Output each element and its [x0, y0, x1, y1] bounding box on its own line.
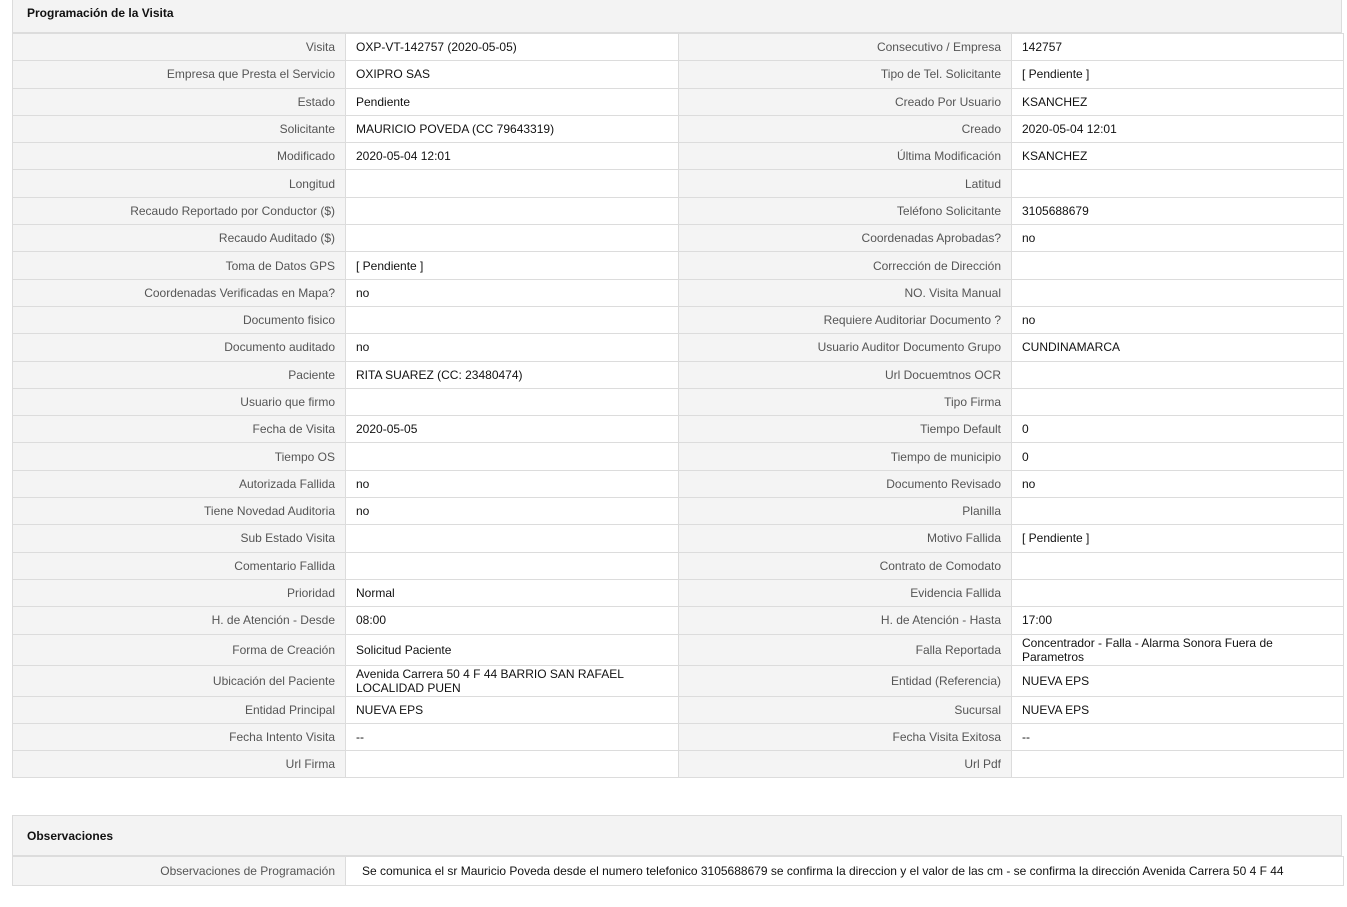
detail-row: [13, 470, 1344, 497]
field-label-left: Usuario que firmo: [13, 388, 346, 415]
detail-row: [13, 723, 1344, 750]
field-value-right: [1012, 279, 1344, 306]
detail-row: [13, 552, 1344, 579]
field-value-left: [346, 552, 679, 579]
detail-row: [13, 525, 1344, 552]
field-value-right: [1012, 361, 1344, 388]
field-label-left: Sub Estado Visita: [13, 525, 346, 552]
field-value-right: [ Pendiente ]: [1012, 525, 1344, 552]
field-label-right: Latitud: [679, 170, 1012, 197]
observations-section-title: Observaciones: [27, 829, 114, 843]
field-label-left: Recaudo Reportado por Conductor ($): [13, 197, 346, 224]
field-value-left: [346, 306, 679, 333]
field-value-right: CUNDINAMARCA: [1012, 334, 1344, 361]
field-value-right: [1012, 751, 1344, 778]
field-label-right: Motivo Fallida: [679, 525, 1012, 552]
field-label-left: H. de Atención - Desde: [13, 607, 346, 634]
field-value-left: Normal: [346, 579, 679, 606]
field-value-left: NUEVA EPS: [346, 696, 679, 723]
field-label-right: Tiempo de municipio: [679, 443, 1012, 470]
field-value-left: [ Pendiente ]: [346, 252, 679, 279]
detail-row: [13, 225, 1344, 252]
detail-row: [13, 579, 1344, 606]
field-value-left: [346, 225, 679, 252]
field-label-left: Solicitante: [13, 115, 346, 142]
detail-row: [13, 197, 1344, 224]
field-label-left: Estado: [13, 88, 346, 115]
field-label-left: Entidad Principal: [13, 696, 346, 723]
field-label-left: Tiempo OS: [13, 443, 346, 470]
observations-label: Observaciones de Programación: [13, 857, 346, 886]
field-label-left: Tiene Novedad Auditoria: [13, 498, 346, 525]
visit-section-title: Programación de la Visita: [27, 6, 174, 20]
field-label-right: Coordenadas Aprobadas?: [679, 225, 1012, 252]
field-value-left: --: [346, 723, 679, 750]
field-label-left: Fecha Intento Visita: [13, 723, 346, 750]
field-value-right: NUEVA EPS: [1012, 665, 1344, 696]
field-value-right: NUEVA EPS: [1012, 696, 1344, 723]
detail-row: [13, 416, 1344, 443]
field-value-right: [1012, 252, 1344, 279]
field-value-right: [1012, 498, 1344, 525]
detail-row: [13, 170, 1344, 197]
field-value-left: 2020-05-04 12:01: [346, 143, 679, 170]
field-label-right: Consecutivo / Empresa: [679, 34, 1012, 61]
field-label-left: Documento auditado: [13, 334, 346, 361]
field-value-right: no: [1012, 225, 1344, 252]
field-value-right: 3105688679: [1012, 197, 1344, 224]
field-value-left: [346, 388, 679, 415]
field-label-right: Tipo Firma: [679, 388, 1012, 415]
field-label-right: Contrato de Comodato: [679, 552, 1012, 579]
field-value-left: [346, 525, 679, 552]
field-value-left: [346, 751, 679, 778]
field-value-right: --: [1012, 723, 1344, 750]
field-label-right: Sucursal: [679, 696, 1012, 723]
field-value-left: RITA SUAREZ (CC: 23480474): [346, 361, 679, 388]
field-label-left: Paciente: [13, 361, 346, 388]
detail-row: [13, 498, 1344, 525]
field-label-left: Toma de Datos GPS: [13, 252, 346, 279]
field-label-right: NO. Visita Manual: [679, 279, 1012, 306]
field-value-right: 17:00: [1012, 607, 1344, 634]
field-value-right: Concentrador - Falla - Alarma Sonora Fuera de Parametros: [1012, 634, 1344, 665]
observations-table: [12, 856, 1344, 886]
field-value-right: [1012, 579, 1344, 606]
field-label-right: Tipo de Tel. Solicitante: [679, 61, 1012, 88]
field-label-left: Modificado: [13, 143, 346, 170]
field-value-left: Solicitud Paciente: [346, 634, 679, 665]
field-label-left: Url Firma: [13, 751, 346, 778]
field-value-left: OXIPRO SAS: [346, 61, 679, 88]
detail-row: [13, 143, 1344, 170]
field-label-right: Usuario Auditor Documento Grupo: [679, 334, 1012, 361]
field-label-right: Planilla: [679, 498, 1012, 525]
field-value-right: [1012, 552, 1344, 579]
field-label-right: Url Pdf: [679, 751, 1012, 778]
detail-row: [13, 61, 1344, 88]
detail-row: [13, 88, 1344, 115]
field-label-left: Forma de Creación: [13, 634, 346, 665]
detail-row: [13, 634, 1344, 665]
field-value-right: no: [1012, 306, 1344, 333]
field-label-right: Última Modificación: [679, 143, 1012, 170]
detail-row: [13, 252, 1344, 279]
field-value-left: OXP-VT-142757 (2020-05-05): [346, 34, 679, 61]
field-value-left: no: [346, 470, 679, 497]
field-label-right: Evidencia Fallida: [679, 579, 1012, 606]
field-value-right: KSANCHEZ: [1012, 88, 1344, 115]
field-label-left: Comentario Fallida: [13, 552, 346, 579]
detail-row: [13, 115, 1344, 142]
field-value-left: [346, 197, 679, 224]
detail-row: [13, 334, 1344, 361]
field-label-right: H. de Atención - Hasta: [679, 607, 1012, 634]
field-value-left: Pendiente: [346, 88, 679, 115]
field-value-right: 142757: [1012, 34, 1344, 61]
field-value-right: 0: [1012, 416, 1344, 443]
detail-row: [13, 443, 1344, 470]
field-value-left: [346, 170, 679, 197]
observations-value: Se comunica el sr Mauricio Poveda desde el numero telefonico 3105688679 se confirma la direccion y el valor de las cm - se confirma la dirección Avenida Carrera 50 4 F 44: [346, 857, 1344, 886]
field-value-left: Avenida Carrera 50 4 F 44 BARRIO SAN RAFAEL LOCALIDAD PUEN: [346, 665, 679, 696]
detail-row: [13, 751, 1344, 778]
detail-row: [13, 665, 1344, 696]
detail-row: [13, 306, 1344, 333]
detail-row: [13, 388, 1344, 415]
field-label-left: Prioridad: [13, 579, 346, 606]
field-label-left: Longitud: [13, 170, 346, 197]
field-value-left: no: [346, 279, 679, 306]
field-value-right: KSANCHEZ: [1012, 143, 1344, 170]
detail-row: [13, 279, 1344, 306]
field-label-right: Tiempo Default: [679, 416, 1012, 443]
field-label-right: Entidad (Referencia): [679, 665, 1012, 696]
visit-details-table: [12, 33, 1344, 778]
field-label-right: Corrección de Dirección: [679, 252, 1012, 279]
field-value-right: 0: [1012, 443, 1344, 470]
detail-row: [13, 361, 1344, 388]
field-label-left: Autorizada Fallida: [13, 470, 346, 497]
field-label-left: Documento fisico: [13, 306, 346, 333]
detail-row: [13, 696, 1344, 723]
field-label-right: Fecha Visita Exitosa: [679, 723, 1012, 750]
field-label-right: Teléfono Solicitante: [679, 197, 1012, 224]
field-label-left: Coordenadas Verificadas en Mapa?: [13, 279, 346, 306]
field-value-left: MAURICIO POVEDA (CC 79643319): [346, 115, 679, 142]
field-value-left: no: [346, 334, 679, 361]
field-value-left: [346, 443, 679, 470]
field-label-left: Empresa que Presta el Servicio: [13, 61, 346, 88]
detail-row: [13, 607, 1344, 634]
field-label-right: Creado: [679, 115, 1012, 142]
field-label-right: Documento Revisado: [679, 470, 1012, 497]
field-value-right: no: [1012, 470, 1344, 497]
detail-row: [13, 34, 1344, 61]
field-label-left: Recaudo Auditado ($): [13, 225, 346, 252]
visit-section-header: [12, 0, 1342, 33]
field-label-left: Ubicación del Paciente: [13, 665, 346, 696]
field-label-left: Fecha de Visita: [13, 416, 346, 443]
field-value-left: 2020-05-05: [346, 416, 679, 443]
field-label-right: Requiere Auditoriar Documento ?: [679, 306, 1012, 333]
field-value-right: [ Pendiente ]: [1012, 61, 1344, 88]
observations-row: [13, 857, 1344, 886]
field-value-right: [1012, 388, 1344, 415]
field-label-right: Url Docuemtnos OCR: [679, 361, 1012, 388]
field-value-left: no: [346, 498, 679, 525]
field-label-right: Falla Reportada: [679, 634, 1012, 665]
field-value-right: 2020-05-04 12:01: [1012, 115, 1344, 142]
field-label-right: Creado Por Usuario: [679, 88, 1012, 115]
field-value-left: 08:00: [346, 607, 679, 634]
observations-section-header: [12, 815, 1342, 856]
field-label-left: Visita: [13, 34, 346, 61]
field-value-right: [1012, 170, 1344, 197]
